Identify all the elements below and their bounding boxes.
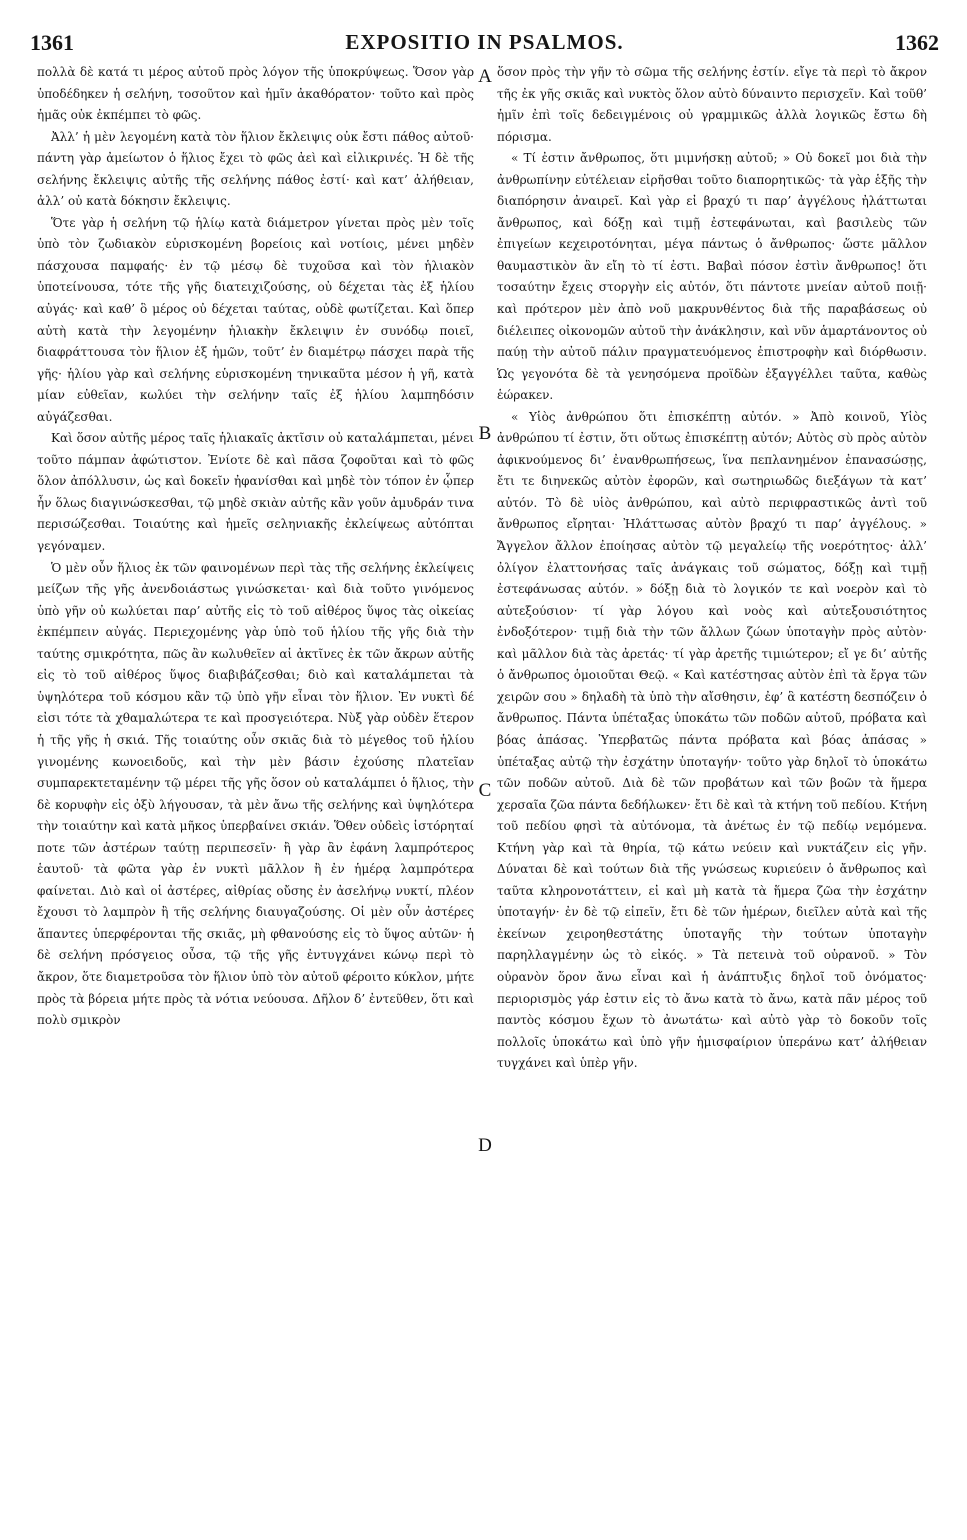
margin-letter-c: C bbox=[478, 780, 492, 801]
margin-letter-b: B bbox=[478, 423, 492, 444]
page-header bbox=[30, 30, 939, 58]
margin-letter-a: A bbox=[478, 66, 492, 87]
right-paragraph: « Υἱὸς ἀνθρώπου ὅτι ἐπισκέπτῃ αὐτόν. » Ἀπὸ κοινοῦ, Υἱὸς ἀνθρώπου τί ἐστιν, ὅτι οὕτως ἐπισκέπτῃ αὐτόν; Αὐτὸς σὺ πρὸς αὐτὸν ἀφικνούμενος δι’ ἐνανθρωπήσεως, ἵνα πεπλανημένον ἐπανασώσῃς, ἔτι τε διηνεκῶς αὐτὸν ἐφορῶν, καὶ σωτηριωδῶς διεξάγων τὰ κατ’ αὐτόν. Τὸ δὲ υἱὸς ἀνθρώπου, καὶ αὐτὸ περιφραστικῶς ἀντὶ τοῦ ἄνθρωπος εἴρηται· Ἠλάττωσας αὐτὸν βραχύ τι παρ’ ἀγγέλους. » Ἄγγελον ἄλλον ἐποίησας αὐτὸν τῷ μεγαλείῳ τῆς νοερότητος· ἀλλ’ ὀλίγον ἐλαττονήσας ταῖς ἀνάγκαις τοῦ σώματος, δόξῃ καὶ τιμῇ ἐστεφάνωσας αὐτόν. » δόξῃ διὰ τὸ λογικόν τε καὶ νοερὸν καὶ τὸ αὐτεξούσιον· τί γὰρ λόγου καὶ νοὸς καὶ αὐτεξουσιότητος ἐνδοξότερον· τιμῇ διὰ τὴν τῶν ἄλλων ζώων ὑποταγὴν πρὸς αὐτὸν· καὶ μᾶλλον διὰ τὰς ἀρετάς· τί γὰρ ἀρετῆς τιμιώτερον; εἴ γε δι’ αὐτῆς ὁ ἄνθρωπος ὁμοιοῦται Θεῷ. « Καὶ κατέστησας αὐτὸν ἐπὶ τὰ ἔργα τῶν χειρῶν σου » δηλαδὴ τὰ ὑπὸ τὴν αἴσθησιν, ἐφ’ ἃ κατέστη δεσπόζειν ὁ ἄνθρωπος. Πάντα ὑπέταξας ὑποκάτω τῶν ποδῶν αὐτοῦ, πρόβατα καὶ βόας ἁπάσας. Ὑπερβατῶς πάντα πρόβατα καὶ βόας ἁπάσας » ὑπέταξας αὐτῷ τὴν ἐσχάτην ὑποταγήν· τοῦτο γὰρ δηλοῖ τὸ ὑποκάτω τῶν ποδῶν αὐτοῦ. Διὰ δὲ τῶν προβάτων καὶ τῶν βοῶν τὰ ἥμερα χερσαῖα ζῶα πάντα δεδήλωκεν· ἔτι δὲ καὶ τὰ κτήνη τοῦ πεδίου. Κτήνη τοῦ πεδίου φησὶ τὰ αὐτόνομα, τὰ ἀνέτως ἐν τῷ πεδίῳ νεμόμενα. Κτήνη γὰρ καὶ τὰ θηρία, τῷ κάτω νεύειν καὶ νυκτάζειν εἰς γῆν. Δύναται δὲ καὶ τούτων διὰ τῆς γνώσεως κυριεύειν ὁ ἄνθρωπος καὶ ταῦτα κληρονοτάττειν, εἰ καὶ μὴ κατὰ τὰ ἥμερα ζῶα τὴν ἐσχάτην ὑποταγήν· ἐν δὲ τῷ εἰπεῖν, ἔτι δὲ τῶν ἡμέρων, διεῖλεν αὐτὰ καὶ τῆς ἐκείνων χειροηθεστάτης ὑποταγῆς τὴν τούτων ὑποταγὴν παρηλλαγμένην ὡς τὸ εἰκός. » Τὰ πετεινὰ τοῦ οὐρανοῦ. » Τὸν οὐρανὸν ὅρον ἄνω εἶναι καὶ ἡ ἀνάπτυξις δηλοῖ τοῦ ὀνόματος· περιορισμὸς γάρ ἐστιν εἰς τὸ ἄνω κατὰ τὸ ἄνω, κατὰ πᾶν μέρος τοῦ παντὸς κόσμου ἔχων τὸ ἀνωτάτω· καὶ αὐτὸ γὰρ τὸ δοκοῦν τοῖς πολλοῖς ὑποκάτω καὶ ὑπὸ γῆν ἡμισφαίριον ὑπεράνω κατ’ ἀλήθειαν τυγχάνει καὶ ὑπὲρ γῆν. bbox=[497, 409, 927, 1071]
page-number-right: 1362 bbox=[895, 30, 939, 55]
right-column bbox=[497, 62, 927, 1075]
running-title: EXPOSITIO IN PSALMOS. bbox=[345, 30, 624, 54]
left-paragraph: Ὁ μὲν οὖν ἥλιος ἐκ τῶν φαινομένων περὶ τὰς τῆς σελήνης ἐκλείψεις μείζων τῆς γῆς ἀνενδοιάστως γινώσκεται· καὶ διὰ τοῦτο γινόμενος ὑπὸ γῆν οὐ κωλύεται παρ’ αὐτῆς εἰς τὸ τοῦ αἰθέρος ὕψος τὰς οἰκείας ἐκπέμπειν αὐγάς. Περιεχομένης γὰρ ὑπὸ τοῦ ἡλίου τῆς γῆς διὰ τὴν ταύτης σμικρότητα, πῶς ἂν κωλυθεῖεν αἱ ἀκτῖνες ἐκ τῶν ἄκρων αὐτῆς εἰς τὸ τοῦ αἰθέρος ὕψος διαβιβάζεσθαι; διὸ καὶ καταλάμπεται τὰ ὑψηλότερα τοῦ κόσμου κἂν τῷ ὑπὸ γῆν εἶναι τὸν ἥλιον. Ἐν νυκτὶ δέ εἰσι τότε τὰ χθαμαλώτερα τε καὶ προσγειότερα. Νὺξ γὰρ οὐδὲν ἕτερον ἡ τῆς γῆς ἡ σκιά. Τῆς τοιαύτης οὖν σκιᾶς διὰ τὸ μέγεθος τοῦ ἡλίου γινομένης κωνοειδοῦς, καὶ τὴν μὲν βάσιν ἐχούσης πλατεῖαν συμπαρεκτεταμένην τῷ μέρει τῆς γῆς ὅσον οὐ καταλάμπει ὁ ἥλιος, τὴν δὲ κορυφὴν εἰς ὀξὺ λήγουσαν, τὰ μὲν ἄνω τῆς σελήνης καὶ ὑψηλότερα τὴν τοιαύτην καὶ κατὰ μῆκος ὑπερβαίνει σκιάν. Ὅθεν οὐδεὶς ἱστόρηταί ποτε τῶν ἀστέρων ταύτῃ περιπεσεῖν· ἢ γὰρ ἂν ἐφάνη λαμπρότερος ἑαυτοῦ· τὰ φῶτα γὰρ ἐν νυκτὶ μᾶλλον ἢ ἐν ἡμέρᾳ λαμπρότερα φαίνεται. Διὸ καὶ οἱ ἀστέρες, αἰθρίας οὔσης ἐν ἀσελήνῳ νυκτί, πλέον ἔχουσι τὸ λαμπρὸν ἢ τῆς σελήνης διαυγαζούσης. Οἱ μὲν οὖν ἀστέρες ἅπαντες ὑπερφέρονται τῆς σκιᾶς, μὴ φθανούσης εἰς τὸ ὕψος αὐτῶν· ἡ δὲ σελήνη πρόσγειος οὖσα, τῷ τῆς γῆς ἐντυγχάνει κώνῳ περὶ τὸ ἄκρον, ὅτε διαμετροῦσα τὸν ἥλιον ὑπὸ τὸν αὐτοῦ φέροιτο κύκλον, μήτε πρὸς τὰ βόρεια μήτε πρὸς τὰ νότια νεύουσα. Δῆλον δ’ ἐντεῦθεν, ὅτι καὶ πολὺ σμικρὸν bbox=[37, 560, 474, 1028]
right-paragraph: ὅσον πρὸς τὴν γῆν τὸ σῶμα τῆς σελήνης ἐστίν. εἴγε τὰ περὶ τὸ ἄκρον τῆς ἐκ γῆς σκιᾶς καὶ νυκτὸς ὅλον αὐτὸ δύναιντο περισχεῖν. Καὶ τοῦθ’ ἡμῖν ἐπὶ τοῖς δεδειγμένοις οὐ γραμμικῶς ἀλλὰ λογικῶς ἔστω δὴ πόρισμα. bbox=[497, 65, 927, 144]
page-number-left: 1361 bbox=[30, 30, 74, 55]
margin-letter-d: D bbox=[478, 1135, 492, 1156]
left-paragraph: Καὶ ὅσον αὐτῆς μέρος ταῖς ἡλιακαῖς ἀκτῖσιν οὐ καταλάμπεται, μένει τοῦτο πάμπαν ἀφώτιστον. Ἐνίοτε δὲ καὶ πᾶσα ζοφοῦται καὶ τὸ φῶς ὅλον ἀπόλλυσιν, ὡς καὶ δοκεῖν ἠφανίσθαι καὶ μηδὲ τὸν τόπον ἐν ᾧπερ ἦν ὅλως διαγινώσκεσθαι, τῷ μηδὲ σκιὰν αὐτῆς κἂν γοῦν ἀμυδράν τινα περισώζεσθαι. Τοιαύτης καὶ ἡμεῖς σεληνιακῆς ἐκλείψεως αὐτόπται γεγόναμεν. bbox=[37, 431, 474, 554]
right-paragraph: « Τί ἐστιν ἄνθρωπος, ὅτι μιμνήσκῃ αὐτοῦ; » Οὐ δοκεῖ μοι διὰ τὴν ἀνθρωπίνην εὐτέλειαν εἰρῆσθαι τοῦτο διαπορητικῶς· τὰ γὰρ ἑξῆς τὴν διαπόρησιν ἀναιρεῖ. Καὶ γὰρ εἰ βραχύ τι παρ’ ἀγγέλους ἠλάττωται ἄνθρωπος, καὶ δόξῃ καὶ τιμῇ ἐστεφάνωται, καὶ βασιλεὺς τῶν ἐπιγείων κεχειροτόνηται, μέγα πάντως ὁ ἄνθρωπος· ὥστε μᾶλλον θαυμαστικὸν ἂν εἴη τὸ τί ἐστι. Βαβαὶ πόσον ἐστὶν ἄνθρωπος! ὅτι τοσαύτην ἔχεις στοργὴν εἰς αὐτόν, ὅτι πάντοτε μνείαν αὐτοῦ ποιῇ· καὶ πρότερον μὲν ἀπὸ νοῦ μακρυνθέντος διὰ τῆς παραβάσεως οὐ διέλειπες οἰκονομῶν αὐτοῦ τὴν ἀνάκλησιν, καὶ νῦν ἁμαρτάνοντος οὐ παύῃ τὴν αὐτοῦ πάλιν πραγματευόμενος ἐπιστροφὴν καὶ διόρθωσιν. Ὡς γεγονότα δὲ τὰ γενησόμενα προϊδὼν ἐξαγγέλλει ταῦτα, καθὼς ἑώρακεν. bbox=[497, 151, 927, 403]
left-column bbox=[37, 62, 474, 1032]
left-paragraph: πολλὰ δὲ κατά τι μέρος αὐτοῦ πρὸς λόγον τῆς ὑποκρύψεως. Ὅσον γὰρ ὑποδέδηκεν ἡ σελήνη, τοσοῦτον καὶ ἡμῖν ἀκαθόρατον· τοῦτο καὶ πρὸς ἡμᾶς οὐκ ἐκπέμπει τὸ φῶς. bbox=[37, 65, 474, 123]
left-paragraph: Ὅτε γὰρ ἡ σελήνη τῷ ἡλίῳ κατὰ διάμετρον γίνεται πρὸς μὲν τοῖς ὑπὸ τὸν ζωδιακὸν εὑρισκομένη βορείοις καὶ νοτίοις, μένει μηδὲν πάσχουσα παμφαής· ἐν τῷ μέσῳ δὲ τυχοῦσα καὶ τὸν ἡλιακὸν ὑποτείνουσα, τότε τῆς γῆς διατειχιζούσης, οὐ δέχεται τὰς ἐξ ἡλίου αὐγάς· καὶ καθ’ ὃ μέρος οὐ δέχεται ταύτας, οὐδὲ φωτίζεται. Καὶ ὅπερ αὐτὴ κατὰ τὴν λεγομένην ἡλιακὴν ἔκλειψιν ἐν συνόδῳ ποιεῖ, διαφράττουσα τὸν ἥλιον ἐξ ἡμῶν, τοῦτ’ ἐν διαμέτρῳ πάσχει παρὰ τῆς γῆς· ἡλίου γὰρ καὶ σελήνης εὑρισκομένη τηνικαῦτα μέσον ἡ γῆ, κατὰ μίαν εὐθεῖαν, κωλύει τὴν σελήνην ταῖς ἐξ ἡλίου λαμπηδόσιν αὐγάζεσθαι. bbox=[37, 215, 474, 424]
left-paragraph: Ἀλλ’ ἡ μὲν λεγομένη κατὰ τὸν ἥλιον ἔκλειψις οὐκ ἔστι πάθος αὐτοῦ· πάντη γὰρ ἀμείωτον ὁ ἥλιος ἔχει τὸ φῶς ἀεὶ καὶ εἰλικρινές. Ἡ δὲ τῆς σελήνης ἔκλειψις αὐτῆς τῆς σελήνης πάθος ἐστί· καὶ κατ’ ἀλήθειαν, ἀλλ’ οὐ κατὰ δόκησιν ἔκλειψις. bbox=[37, 129, 474, 209]
